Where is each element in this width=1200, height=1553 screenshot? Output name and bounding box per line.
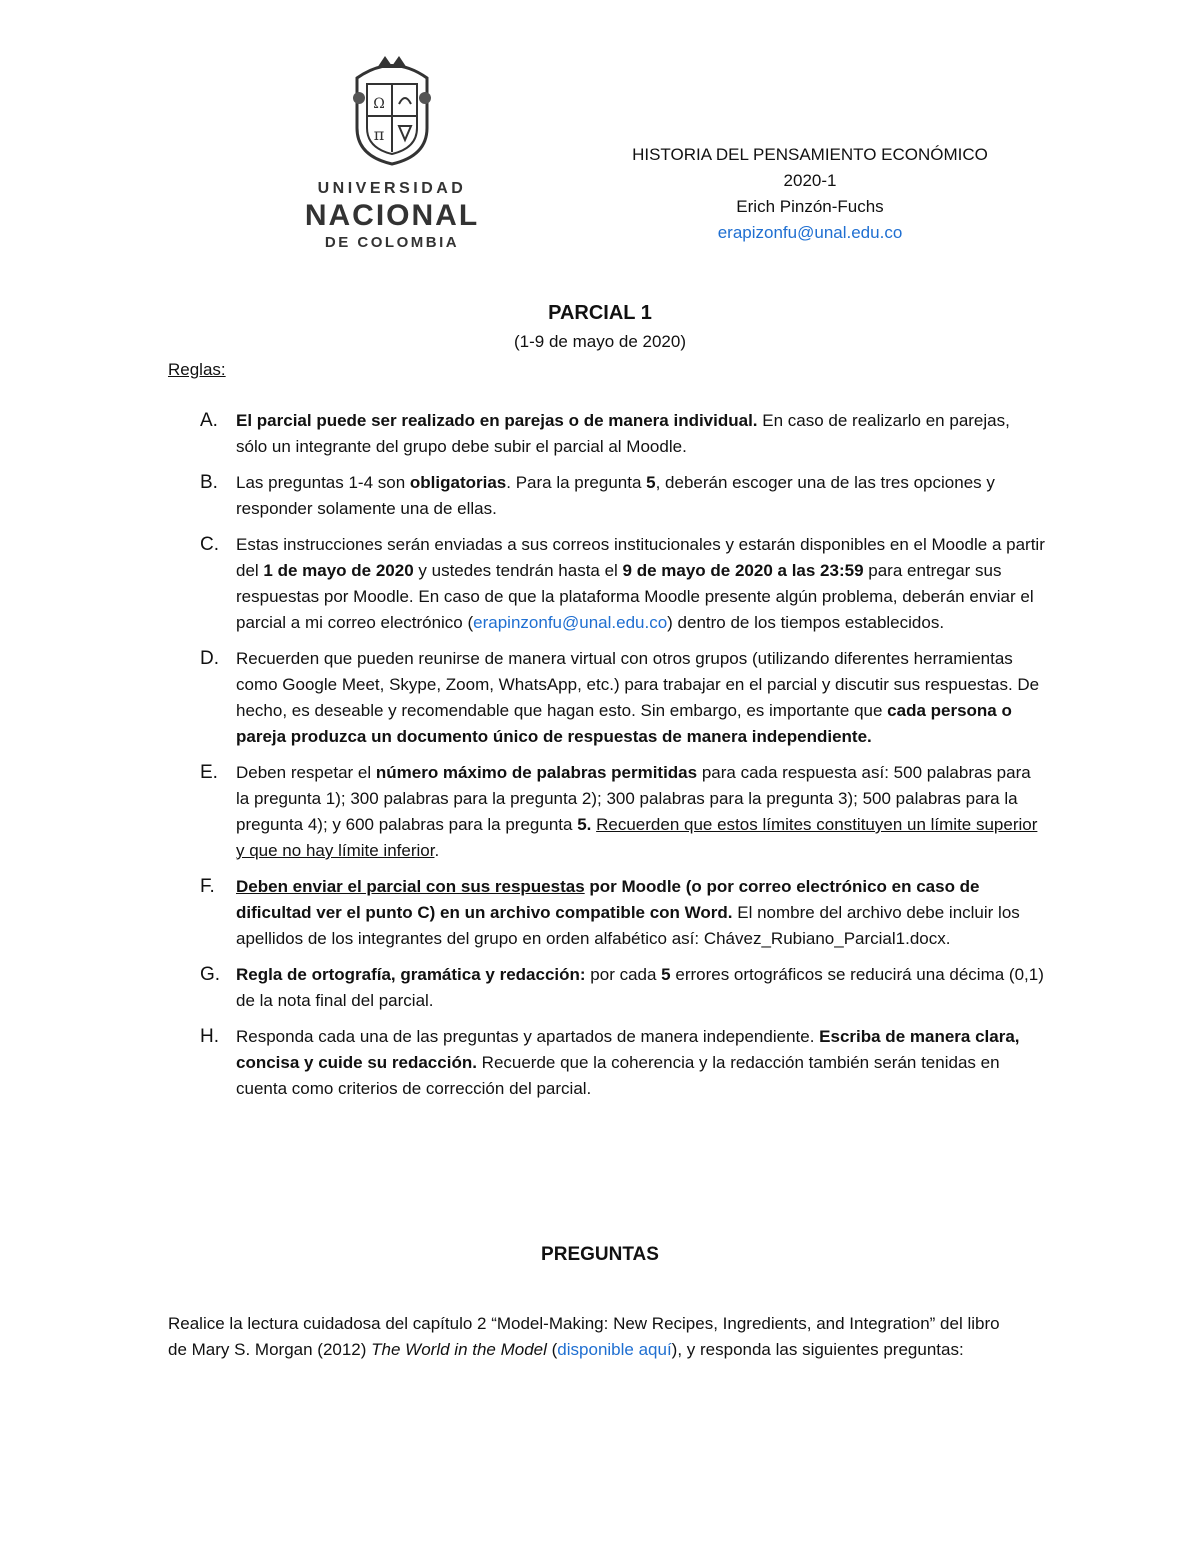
rule-marker: C.	[200, 534, 219, 555]
text-run: cada persona o pareja produzca un documento único de respuestas de manera independiente.	[236, 701, 1012, 746]
rules-list	[200, 408, 1045, 1112]
rule-item	[200, 646, 1045, 750]
questions-intro-paragraph	[168, 1311, 1018, 1363]
text-run: obligatorias	[409, 473, 507, 492]
logo-text-nacional: NACIONAL	[304, 199, 480, 232]
rule-item	[200, 408, 1045, 460]
text-run: Recuerden que estos límites constituyen un límite superior y que no hay límite inferior	[236, 815, 1038, 860]
rule-item	[200, 760, 1045, 864]
text-run: Las preguntas 1-4 son	[236, 473, 410, 492]
rules-label: Reglas:	[168, 360, 226, 379]
text-run: y ustedes tendrán hasta el	[413, 561, 623, 580]
text-run: 5.	[577, 815, 592, 834]
logo-text-universidad: UNIVERSIDAD	[317, 180, 467, 197]
text-run: En caso de realizarlo en parejas, sólo un integrante del grupo debe subir el parcial al Moodle.	[236, 411, 1010, 456]
text-run: Realice la lectura cuidadosa del capítulo 2 “Model-Making: New Recipes, Ingredients, and Integration” del libro de Mary S. Morgan (2012)	[168, 1314, 1000, 1359]
text-run: El nombre del archivo debe incluir los apellidos de los integrantes del grupo en orden alfabético así: Chávez_Rubiano_Parcial1.docx.	[236, 903, 1020, 948]
exam-dates: (1-9 de mayo de 2020)	[514, 332, 686, 351]
logo-text-de-colombia: DE COLOMBIA	[324, 234, 460, 251]
text-run: número máximo de palabras permitidas	[375, 763, 698, 782]
rule-marker: E.	[200, 762, 218, 783]
text-run: ), y responda las siguientes preguntas:	[671, 1340, 964, 1359]
text-run: Deben enviar el parcial con sus respuestas	[236, 877, 585, 896]
course-header	[600, 142, 1020, 246]
text-run: 1 de mayo de 2020	[263, 561, 414, 580]
text-run: .	[434, 841, 440, 860]
course-title: HISTORIA DEL PENSAMIENTO ECONÓMICO	[632, 145, 988, 164]
text-run: Recuerden que pueden reunirse de manera virtual con otros grupos (utilizando diferentes herramientas como Google Meet, Skype, Zoom, WhatsApp, etc.) para trabajar en el parcial y discutir sus respuestas. De hecho, es deseable y recomendable que hagan esto. Sin embargo, es importante que	[236, 649, 1040, 720]
text-run: Deben respetar el	[236, 763, 376, 782]
text-run: The World in the Model	[371, 1340, 547, 1359]
text-run: errores ortográficos se reducirá una décima (0,1) de la nota final del parcial.	[236, 965, 1044, 1010]
text-run: Estas instrucciones serán enviadas a sus correos institucionales y estarán disponibles en el Moodle a partir del	[236, 535, 1045, 580]
text-run: . Para la pregunta	[506, 473, 647, 492]
text-run: Responda cada una de las preguntas y apartados de manera independiente.	[236, 1027, 820, 1046]
text-run: ) dentro de los tiempos establecidos.	[667, 613, 945, 632]
text-run: Regla de ortografía, gramática y redacción:	[236, 965, 586, 984]
course-term: 2020-1	[783, 171, 837, 190]
svg-text:Ω: Ω	[373, 96, 385, 112]
text-run: para entregar sus respuestas por Moodle. En caso de que la plataforma Moodle presente algún problema, deberán enviar el parcial a mi correo electrónico (	[236, 561, 1034, 632]
text-run: por cada	[585, 965, 662, 984]
rule-marker: G.	[200, 964, 221, 985]
text-run: 5	[646, 473, 656, 492]
svg-text:π: π	[373, 125, 385, 144]
inline-link[interactable]: disponible aquí	[557, 1340, 672, 1359]
text-run: 9 de mayo de 2020 a las 23:59	[622, 561, 864, 580]
rule-marker: D.	[200, 648, 219, 669]
text-run: Escriba de manera clara, concisa y cuide su redacción.	[236, 1027, 1020, 1072]
rule-item	[200, 1024, 1045, 1102]
rule-item	[200, 962, 1045, 1014]
rule-marker: H.	[200, 1026, 219, 1047]
rule-marker: F.	[200, 876, 215, 897]
professor-name: Erich Pinzón-Fuchs	[736, 197, 884, 216]
text-run: , deberán escoger una de las tres opciones y responder solamente una de ellas.	[236, 473, 995, 518]
rule-item	[200, 470, 1045, 522]
rule-marker: B.	[200, 472, 218, 493]
rule-item	[200, 874, 1045, 952]
rule-item	[200, 532, 1045, 636]
text-run: (	[546, 1340, 558, 1359]
questions-title: PREGUNTAS	[541, 1244, 659, 1265]
inline-link[interactable]: erapinzonfu@unal.edu.co	[473, 613, 668, 632]
rule-marker: A.	[200, 410, 218, 431]
exam-title: PARCIAL 1	[548, 302, 652, 324]
professor-email-link[interactable]: erapizonfu@unal.edu.co	[717, 223, 903, 242]
text-run: El parcial puede ser realizado en parejas o de manera individual.	[236, 411, 758, 430]
university-shield-icon	[337, 48, 447, 168]
text-run: por Moodle (o por correo electrónico en caso de dificultad ver el punto C) en un archivo compatible con Word.	[236, 877, 980, 922]
text-run: 5	[661, 965, 671, 984]
university-logo	[282, 48, 502, 251]
text-run: Recuerde que la coherencia y la redacción también serán tenidas en cuenta como criterios de corrección del parcial.	[236, 1053, 1000, 1098]
text-run: para cada respuesta así: 500 palabras para la pregunta 1); 300 palabras para la pregunta 2); 300 palabras para la pregunta 3); 500 palabras para la pregunta 4); y 600 palabras para la pregunta	[236, 763, 1031, 834]
